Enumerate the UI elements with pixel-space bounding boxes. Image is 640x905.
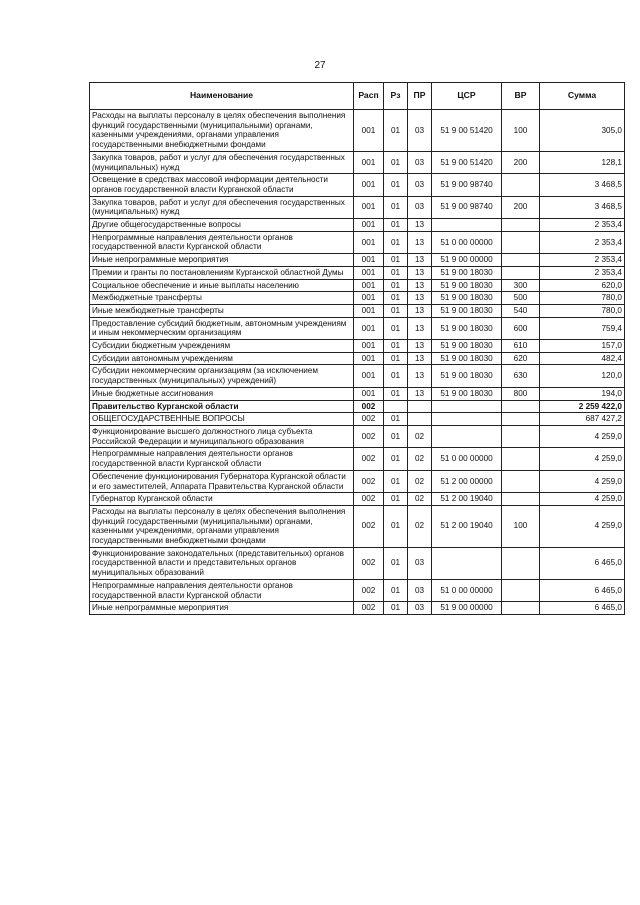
cell-rasp: 001 [354, 174, 384, 196]
cell-rasp: 001 [354, 387, 384, 400]
cell-pr: 03 [408, 547, 432, 579]
cell-rasp: 002 [354, 493, 384, 506]
cell-rasp: 001 [354, 317, 384, 339]
cell-vr: 200 [502, 196, 540, 218]
cell-csr: 51 9 00 18030 [432, 352, 502, 365]
cell-rasp: 001 [354, 110, 384, 152]
cell-rasp: 002 [354, 579, 384, 601]
cell-rz: 01 [384, 579, 408, 601]
cell-rasp: 001 [354, 151, 384, 173]
cell-name: Социальное обеспечение и иные выплаты населению [90, 279, 354, 292]
table-row [90, 448, 625, 470]
cell-name: ОБЩЕГОСУДАРСТВЕННЫЕ ВОПРОСЫ [90, 413, 354, 426]
table-row [90, 266, 625, 279]
cell-csr: 51 9 00 51420 [432, 110, 502, 152]
cell-vr: 540 [502, 304, 540, 317]
cell-name: Иные межбюджетные трансферты [90, 304, 354, 317]
table-row [90, 340, 625, 353]
cell-pr: 03 [408, 110, 432, 152]
cell-rasp: 002 [354, 425, 384, 447]
cell-csr: 51 9 00 18030 [432, 340, 502, 353]
cell-rz: 01 [384, 266, 408, 279]
cell-name: Функционирование законодательных (представительных) органов государственной власти и представительных органов муниципальных образований [90, 547, 354, 579]
table-row [90, 470, 625, 492]
cell-sum: 6 465,0 [540, 579, 625, 601]
cell-csr [432, 425, 502, 447]
cell-sum: 759,4 [540, 317, 625, 339]
cell-csr [432, 219, 502, 232]
cell-name: Обеспечение функционирования Губернатора Курганской области и его заместителей, Аппарата Правительства Курганской области [90, 470, 354, 492]
cell-pr: 13 [408, 387, 432, 400]
cell-name: Иные непрограммные мероприятия [90, 254, 354, 267]
table-row [90, 493, 625, 506]
cell-vr: 500 [502, 292, 540, 305]
cell-name: Расходы на выплаты персоналу в целях обеспечения выполнения функций государственными (муниципальными) органами, казенными учреждениями, органами управления государственными внебюджетными фондами [90, 505, 354, 547]
cell-pr: 03 [408, 602, 432, 615]
cell-sum: 6 465,0 [540, 602, 625, 615]
cell-rasp: 001 [354, 266, 384, 279]
cell-sum: 3 468,5 [540, 174, 625, 196]
cell-name: Премии и гранты по постановлениям Курганской областной Думы [90, 266, 354, 279]
cell-sum: 2 259 422,0 [540, 400, 625, 413]
table-row [90, 400, 625, 413]
cell-sum: 194,0 [540, 387, 625, 400]
table-row [90, 196, 625, 218]
header-sum: Сумма [540, 83, 625, 110]
cell-vr: 100 [502, 505, 540, 547]
cell-rz: 01 [384, 602, 408, 615]
cell-rz: 01 [384, 470, 408, 492]
cell-csr: 51 9 00 98740 [432, 174, 502, 196]
table-row [90, 413, 625, 426]
cell-rz: 01 [384, 425, 408, 447]
table-row [90, 505, 625, 547]
cell-rasp: 001 [354, 254, 384, 267]
cell-vr [502, 448, 540, 470]
cell-rasp: 002 [354, 547, 384, 579]
cell-name: Другие общегосударственные вопросы [90, 219, 354, 232]
cell-pr: 13 [408, 266, 432, 279]
cell-name: Предоставление субсидий бюджетным, автономным учреждениям и иным некоммерческим организациям [90, 317, 354, 339]
cell-vr [502, 547, 540, 579]
cell-csr: 51 9 00 00000 [432, 602, 502, 615]
cell-csr: 51 9 00 18030 [432, 266, 502, 279]
cell-csr: 51 2 00 00000 [432, 470, 502, 492]
cell-pr: 13 [408, 352, 432, 365]
cell-vr [502, 400, 540, 413]
cell-rasp: 001 [354, 304, 384, 317]
cell-csr [432, 413, 502, 426]
table-row [90, 547, 625, 579]
header-csr: ЦСР [432, 83, 502, 110]
cell-name: Межбюджетные трансферты [90, 292, 354, 305]
table-row [90, 219, 625, 232]
cell-rz: 01 [384, 292, 408, 305]
cell-csr: 51 0 00 00000 [432, 579, 502, 601]
cell-rasp: 001 [354, 340, 384, 353]
cell-csr: 51 9 00 98740 [432, 196, 502, 218]
cell-name: Закупка товаров, работ и услуг для обеспечения государственных (муниципальных) нужд [90, 151, 354, 173]
cell-rz: 01 [384, 505, 408, 547]
table-row [90, 304, 625, 317]
table-row [90, 579, 625, 601]
cell-vr: 630 [502, 365, 540, 387]
cell-vr [502, 219, 540, 232]
cell-csr: 51 0 00 00000 [432, 231, 502, 253]
cell-rz [384, 400, 408, 413]
header-pr: ПР [408, 83, 432, 110]
cell-rz: 01 [384, 365, 408, 387]
cell-rasp: 002 [354, 602, 384, 615]
cell-sum: 2 353,4 [540, 266, 625, 279]
cell-rasp: 001 [354, 352, 384, 365]
cell-vr [502, 266, 540, 279]
cell-pr: 02 [408, 425, 432, 447]
cell-rasp: 001 [354, 365, 384, 387]
cell-pr [408, 400, 432, 413]
cell-rz: 01 [384, 547, 408, 579]
cell-pr: 13 [408, 317, 432, 339]
cell-vr: 610 [502, 340, 540, 353]
cell-csr: 51 9 00 18030 [432, 365, 502, 387]
cell-csr: 51 2 00 19040 [432, 505, 502, 547]
cell-pr: 02 [408, 505, 432, 547]
cell-pr: 03 [408, 174, 432, 196]
cell-pr: 13 [408, 279, 432, 292]
cell-rz: 01 [384, 448, 408, 470]
cell-sum: 620,0 [540, 279, 625, 292]
budget-table [89, 82, 625, 615]
cell-sum: 2 353,4 [540, 231, 625, 253]
cell-vr [502, 425, 540, 447]
cell-rasp: 001 [354, 196, 384, 218]
cell-pr: 03 [408, 196, 432, 218]
page-number: 27 [314, 60, 326, 71]
cell-name: Расходы на выплаты персоналу в целях обеспечения выполнения функций государственными (муниципальными) органами, казенными учреждениями, органами управления государственными внебюджетными фондами [90, 110, 354, 152]
cell-rz: 01 [384, 493, 408, 506]
cell-sum: 780,0 [540, 304, 625, 317]
table-row [90, 279, 625, 292]
cell-sum: 305,0 [540, 110, 625, 152]
cell-csr: 51 9 00 51420 [432, 151, 502, 173]
cell-rz: 01 [384, 387, 408, 400]
cell-pr: 13 [408, 292, 432, 305]
cell-csr: 51 2 00 19040 [432, 493, 502, 506]
cell-sum: 6 465,0 [540, 547, 625, 579]
table-row [90, 425, 625, 447]
cell-rz: 01 [384, 231, 408, 253]
table-row [90, 174, 625, 196]
cell-name: Субсидии автономным учреждениям [90, 352, 354, 365]
cell-csr: 51 0 00 00000 [432, 448, 502, 470]
table-row [90, 254, 625, 267]
cell-vr [502, 579, 540, 601]
cell-rz: 01 [384, 413, 408, 426]
cell-vr [502, 254, 540, 267]
cell-csr [432, 547, 502, 579]
cell-name: Непрограммные направления деятельности органов государственной власти Курганской области [90, 231, 354, 253]
cell-name: Освещение в средствах массовой информации деятельности органов государственной власти Курганской области [90, 174, 354, 196]
cell-vr: 620 [502, 352, 540, 365]
cell-rz: 01 [384, 279, 408, 292]
cell-vr: 600 [502, 317, 540, 339]
cell-rasp: 002 [354, 448, 384, 470]
cell-name: Субсидии некоммерческим организациям (за исключением государственных (муниципальных) учреждений) [90, 365, 354, 387]
cell-sum: 120,0 [540, 365, 625, 387]
cell-vr: 200 [502, 151, 540, 173]
cell-rz: 01 [384, 304, 408, 317]
cell-rz: 01 [384, 219, 408, 232]
cell-vr: 100 [502, 110, 540, 152]
cell-sum: 4 259,0 [540, 493, 625, 506]
cell-name: Губернатор Курганской области [90, 493, 354, 506]
cell-rz: 01 [384, 174, 408, 196]
cell-sum: 2 353,4 [540, 254, 625, 267]
table-row [90, 231, 625, 253]
table-row [90, 317, 625, 339]
cell-csr: 51 9 00 18030 [432, 387, 502, 400]
cell-pr: 13 [408, 340, 432, 353]
table-header-row [90, 83, 625, 110]
cell-name: Функционирование высшего должностного лица субъекта Российской Федерации и муниципального образования [90, 425, 354, 447]
cell-rasp: 001 [354, 231, 384, 253]
cell-rz: 01 [384, 340, 408, 353]
header-name: Наименование [90, 83, 354, 110]
cell-rasp: 001 [354, 292, 384, 305]
cell-rz: 01 [384, 151, 408, 173]
cell-sum: 3 468,5 [540, 196, 625, 218]
cell-csr: 51 9 00 18030 [432, 317, 502, 339]
table-body [90, 110, 625, 615]
cell-rasp: 002 [354, 400, 384, 413]
cell-name: Непрограммные направления деятельности органов государственной власти Курганской области [90, 448, 354, 470]
cell-name: Иные бюджетные ассигнования [90, 387, 354, 400]
table-row [90, 365, 625, 387]
cell-vr [502, 413, 540, 426]
table-row [90, 352, 625, 365]
cell-sum: 128,1 [540, 151, 625, 173]
cell-rz: 01 [384, 196, 408, 218]
cell-sum: 4 259,0 [540, 470, 625, 492]
cell-name: Закупка товаров, работ и услуг для обеспечения государственных (муниципальных) нужд [90, 196, 354, 218]
cell-csr [432, 400, 502, 413]
cell-pr: 02 [408, 448, 432, 470]
cell-pr: 13 [408, 231, 432, 253]
cell-vr [502, 231, 540, 253]
cell-pr: 13 [408, 219, 432, 232]
cell-vr [502, 602, 540, 615]
cell-csr: 51 9 00 00000 [432, 254, 502, 267]
cell-rasp: 001 [354, 279, 384, 292]
header-rz: Рз [384, 83, 408, 110]
cell-pr: 13 [408, 254, 432, 267]
cell-rasp: 002 [354, 413, 384, 426]
cell-csr: 51 9 00 18030 [432, 292, 502, 305]
cell-rasp: 002 [354, 470, 384, 492]
cell-vr: 300 [502, 279, 540, 292]
cell-vr: 800 [502, 387, 540, 400]
header-rasp: Расп [354, 83, 384, 110]
cell-sum: 2 353,4 [540, 219, 625, 232]
table-row [90, 151, 625, 173]
cell-rasp: 001 [354, 219, 384, 232]
cell-csr: 51 9 00 18030 [432, 304, 502, 317]
table-row [90, 602, 625, 615]
header-vr: ВР [502, 83, 540, 110]
cell-pr: 02 [408, 470, 432, 492]
cell-rz: 01 [384, 317, 408, 339]
cell-rz: 01 [384, 110, 408, 152]
cell-pr: 02 [408, 493, 432, 506]
table-row [90, 292, 625, 305]
cell-pr: 03 [408, 579, 432, 601]
cell-sum: 4 259,0 [540, 505, 625, 547]
cell-rasp: 002 [354, 505, 384, 547]
cell-name: Субсидии бюджетным учреждениям [90, 340, 354, 353]
table-row [90, 387, 625, 400]
cell-vr [502, 470, 540, 492]
table-row [90, 110, 625, 152]
cell-sum: 4 259,0 [540, 448, 625, 470]
cell-vr [502, 493, 540, 506]
cell-sum: 4 259,0 [540, 425, 625, 447]
cell-sum: 482,4 [540, 352, 625, 365]
cell-name: Правительство Курганской области [90, 400, 354, 413]
cell-sum: 687 427,2 [540, 413, 625, 426]
cell-pr: 03 [408, 151, 432, 173]
cell-pr: 13 [408, 365, 432, 387]
cell-sum: 157,0 [540, 340, 625, 353]
cell-vr [502, 174, 540, 196]
cell-rz: 01 [384, 254, 408, 267]
cell-pr [408, 413, 432, 426]
cell-sum: 780,0 [540, 292, 625, 305]
cell-pr: 13 [408, 304, 432, 317]
cell-rz: 01 [384, 352, 408, 365]
cell-name: Иные непрограммные мероприятия [90, 602, 354, 615]
cell-name: Непрограммные направления деятельности органов государственной власти Курганской области [90, 579, 354, 601]
cell-csr: 51 9 00 18030 [432, 279, 502, 292]
